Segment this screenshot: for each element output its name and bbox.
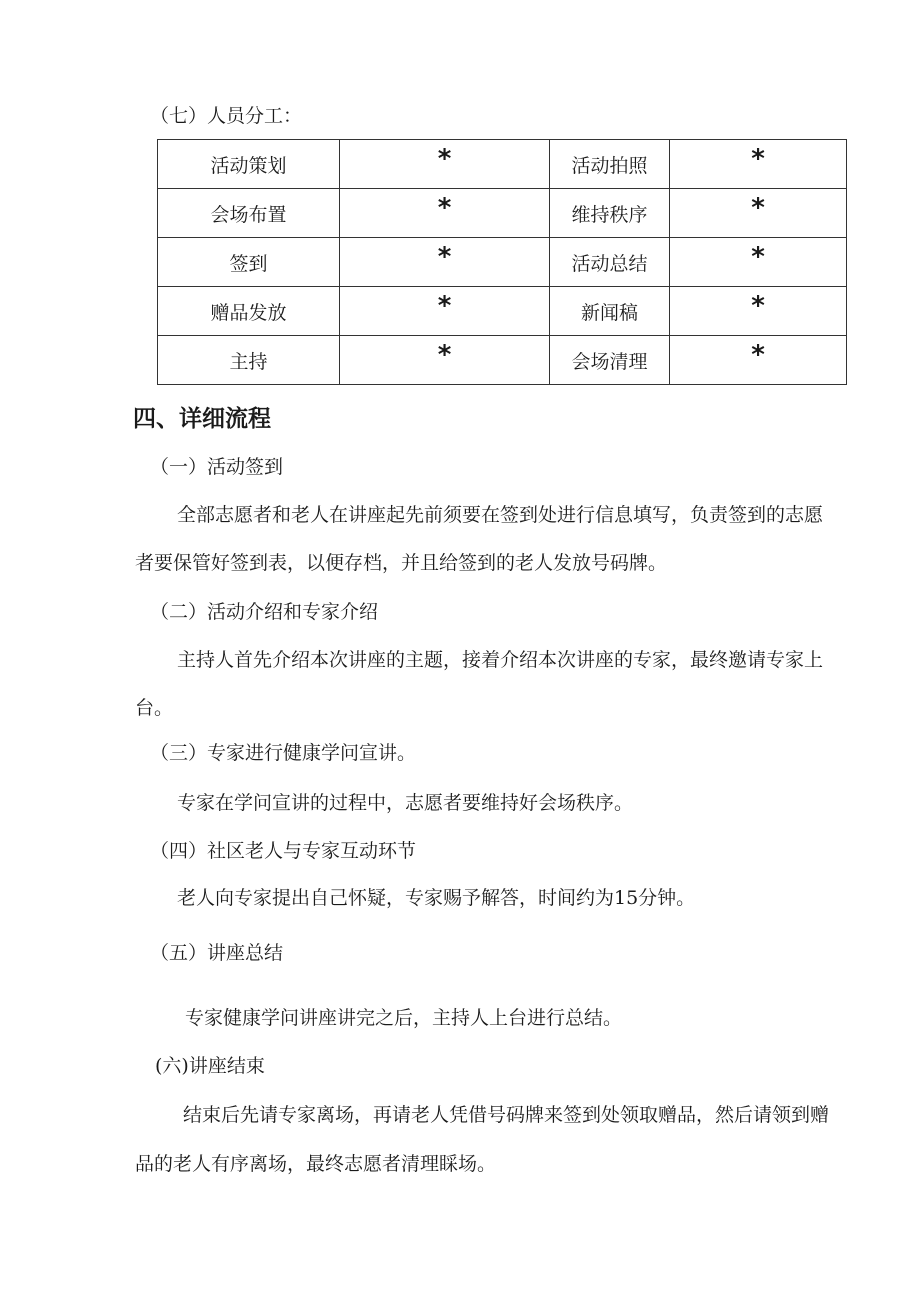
assignee-mark: * xyxy=(670,336,847,385)
assignee-mark: * xyxy=(340,238,550,287)
paragraph-line: 老人向专家提出自己怀疑，专家赐予解答，时间约为15分钟。 xyxy=(177,887,696,909)
step-title: （二）活动介绍和专家介绍 xyxy=(150,601,379,623)
table-row xyxy=(158,238,847,287)
assignee-mark: * xyxy=(340,287,550,336)
role-cell: 会场清理 xyxy=(550,336,670,385)
paragraph-line: 者要保管好签到表，以便存档，并且给签到的老人发放号码牌。 xyxy=(135,552,668,574)
role-cell: 活动拍照 xyxy=(550,140,670,189)
role-cell: 新闻稿 xyxy=(550,287,670,336)
table-row xyxy=(158,189,847,238)
paragraph-line: 全部志愿者和老人在讲座起先前须要在签到处进行信息填写，负责签到的志愿 xyxy=(177,504,824,526)
role-cell: 活动总结 xyxy=(550,238,670,287)
role-cell: 活动策划 xyxy=(158,140,340,189)
role-cell: 会场布置 xyxy=(158,189,340,238)
assignee-mark: * xyxy=(670,287,847,336)
paragraph-line: 专家在学问宣讲的过程中，志愿者要维持好会场秩序。 xyxy=(177,792,634,814)
role-cell: 维持秩序 xyxy=(550,189,670,238)
paragraph-line: 结束后先请专家离场，再请老人凭借号码牌来签到处领取赠品，然后请领到赠 xyxy=(183,1104,830,1126)
step-title: (六)讲座结束 xyxy=(155,1055,265,1077)
paragraph-line: 专家健康学问讲座讲完之后，主持人上台进行总结。 xyxy=(185,1007,623,1029)
table-row xyxy=(158,336,847,385)
step-title: （五）讲座总结 xyxy=(150,942,284,964)
duty-section-title: （七）人员分工： xyxy=(150,105,303,127)
section-heading: 四、详细流程 xyxy=(133,406,271,432)
table-row xyxy=(158,140,847,189)
paragraph-line: 品的老人有序离场，最终志愿者清理睬场。 xyxy=(135,1153,497,1175)
assignee-mark: * xyxy=(340,189,550,238)
table-row xyxy=(158,287,847,336)
assignee-mark: * xyxy=(340,140,550,189)
role-cell: 主持 xyxy=(158,336,340,385)
step-title: （四）社区老人与专家互动环节 xyxy=(150,840,417,862)
paragraph-line: 台。 xyxy=(135,697,174,719)
paragraph-line: 主持人首先介绍本次讲座的主题，接着介绍本次讲座的专家，最终邀请专家上 xyxy=(177,649,824,671)
step-title: （三）专家进行健康学问宣讲。 xyxy=(150,742,417,764)
assignee-mark: * xyxy=(670,189,847,238)
assignee-mark: * xyxy=(670,238,847,287)
step-title: （一）活动签到 xyxy=(150,456,284,478)
duty-table xyxy=(157,139,847,385)
assignee-mark: * xyxy=(670,140,847,189)
role-cell: 赠品发放 xyxy=(158,287,340,336)
assignee-mark: * xyxy=(340,336,550,385)
role-cell: 签到 xyxy=(158,238,340,287)
